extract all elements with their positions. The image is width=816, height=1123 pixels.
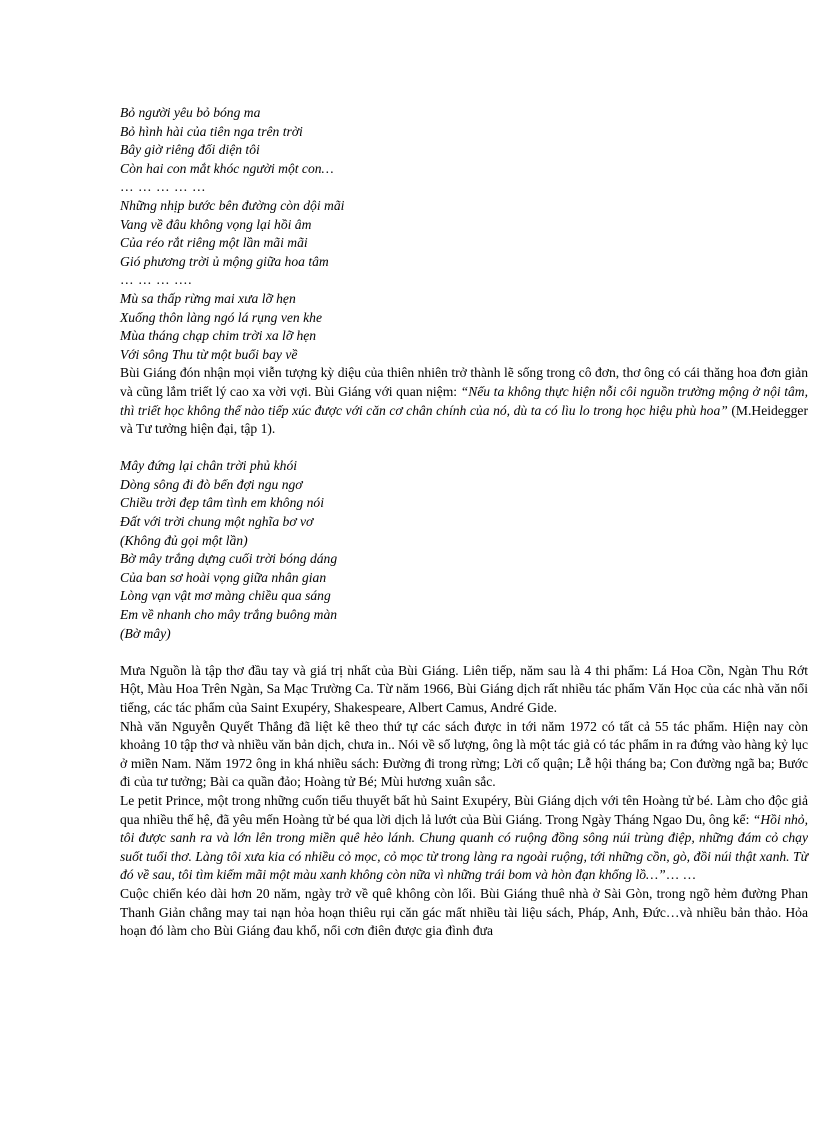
blank-line (120, 439, 808, 458)
ellipsis-tail: … … (665, 867, 697, 883)
poem-line: Mây đứng lại chân trời phủ khói (120, 458, 298, 474)
blank-line (120, 643, 808, 662)
poem-stanza-2 (120, 197, 808, 271)
paragraph-mua-nguon: Mưa Nguồn là tập thơ đầu tay và giá trị nhất của Bùi Giáng. Liên tiếp, năm sau là 4 thi phẩm: Lá Hoa Cồn, Ngàn Thu Rớt Hột, Màu Hoa Trên Ngàn, Sa Mạc Trường Ca. Từ năm 1966, Bùi Giáng dịch rất nhiều tác phẩm Văn Học của các nhà văn nổi tiếng, các tác phẩm của Saint Exupéry, Shakespeare, Albert Camus, André Gide. (120, 662, 808, 715)
poem-line: Em về nhanh cho mây trắng buông màn (120, 607, 338, 623)
poem-line: Gió phương trời ủ mộng giữa hoa tâm (120, 253, 329, 269)
poem-line: Xuống thôn làng ngó lá rụng ven khe (120, 309, 322, 325)
poem-line: Bây giờ riêng đối diện tôi (120, 142, 260, 158)
poem-line: Chiều trời đẹp tâm tình em không nói (120, 495, 324, 511)
paragraph-heidegger (120, 364, 808, 438)
ellipsis-separator: … … … …. (120, 272, 192, 288)
heidegger-quote: “Nếu ta không thực hiện nỗi côi nguồn trường mộng ở nội tâm, thì triết học không thể nào tiếp xúc được với căn cơ chân chính của nó, dù ta có lìu lo trong học hiệu phù hoa” (120, 383, 809, 418)
poem-line: Lòng vạn vật mơ màng chiều qua sáng (120, 588, 331, 604)
poem-stanza-1 (120, 104, 808, 178)
poem-line: Những nhịp bước bên đường còn dội mãi (120, 197, 345, 213)
poem-line: Còn hai con mắt khóc người một con… (120, 160, 334, 176)
poem-line: Đất với trời chung một nghĩa bơ vơ (120, 514, 314, 530)
poem-line: Của ban sơ hoài vọng giữa nhân gian (120, 569, 327, 585)
poem-line: (Không đủ gọi một lần) (120, 532, 248, 548)
poem-line: Vang về đâu không vọng lại hồi âm (120, 216, 312, 232)
poem-stanza-3 (120, 290, 808, 364)
ellipsis-separator: … … … … … (120, 179, 207, 195)
paragraph-war-fire: Cuộc chiến kéo dài hơn 20 năm, ngày trở về quê không còn lối. Bùi Giáng thuê nhà ở Sài Gòn, trong ngõ hẻm đường Phan Thanh Giản chẳng may tai nạn hỏa hoạn thiêu rụi căn gác mất nhiều tài liệu sách, Pháp, Anh, Đức…và nhiều bản thảo. Hỏa hoạn đó làm cho Bùi Giáng đau khổ, nổi cơn điên được gia đình đưa (120, 885, 808, 939)
paragraph-le-petit-prince (120, 792, 808, 885)
poem-line: Bỏ người yêu bỏ bóng ma (120, 105, 261, 120)
document-body (120, 104, 808, 941)
poem-line: Bỏ hình hài của tiên nga trên trời (120, 123, 303, 139)
poem-line: Mù sa thấp rừng mai xưa lỡ hẹn (120, 290, 296, 306)
poem-line: Bờ mây trắng dựng cuối trời bóng dáng (120, 551, 338, 567)
paragraph-text: Le petit Prince, một trong những cuốn tiểu thuyết bất hủ Saint Exupéry, Bùi Giáng dịch với tên Hoàng tử bé. Làm cho độc giả qua nhiều thế hệ, đã yêu mến Hoàng tử bé qua lời dịch lả lướt của Bùi Giáng. Trong Ngày Tháng Ngao Du, ông kể: (120, 792, 808, 827)
paragraph-bibliography: Nhà văn Nguyễn Quyết Thắng đã liệt kê theo thứ tự các sách được in tới năm 1972 có tất cả 55 tác phẩm. Hiện nay còn khoảng 10 tập thơ và nhiều văn bản dịch, chưa in.. Nói về số lượng, ông là một tác giả có tác phẩm in ra đứng vào hàng kỷ lục ở miền Nam. Năm 1972 ông in khá nhiều sách: Đường đi trong rừng; Lời cố quận; Lễ hội tháng ba; Con đường ngã ba; Bước đi của tư tưởng; Bài ca quần đảo; Hoàng tử Bé; Mùi hương xuân sắc. (120, 718, 808, 790)
poem-stanza-4 (120, 457, 808, 643)
poem-line: Mùa tháng chạp chim trời xa lỡ hẹn (120, 328, 317, 344)
poem-line: Với sông Thu từ một buổi bay về (120, 346, 298, 362)
citation: (M.Heidegger và Tư tưởng hiện đại, tập 1). (120, 402, 808, 437)
poem-line: Của réo rắt riêng một lần mãi mãi (120, 235, 308, 251)
memoir-quote: “Hồi nhỏ, tôi được sanh ra và lớn lên trong miền quê hẻo lánh. Chung quanh có ruộng đồng sông núi trùng điệp, những đám cỏ chạy suốt tuổi thơ. Làng tôi xưa kia có nhiều cỏ mọc, cỏ mọc từ trong làng ra ngoài ruộng, tới những cồn, gò, đồi núi thật xanh. Từ đó về sau, tôi tìm kiếm mãi một màu xanh không còn nữa vì những trái bom và hòn đạn khổng lồ…” (120, 811, 808, 883)
paragraph-text: Bùi Giáng đón nhận mọi viễn tượng kỳ diệu của thiên nhiên trở thành lẽ sống trong cô đơn, thơ ông có cái thăng hoa đơn giản và cũng lắm triết lý cao xa vời vợi. Bùi Giáng với quan niệm: (120, 365, 808, 399)
poem-line: Dòng sông đi đò bến đợi ngu ngơ (120, 476, 303, 492)
poem-line: (Bờ mây) (120, 625, 171, 641)
